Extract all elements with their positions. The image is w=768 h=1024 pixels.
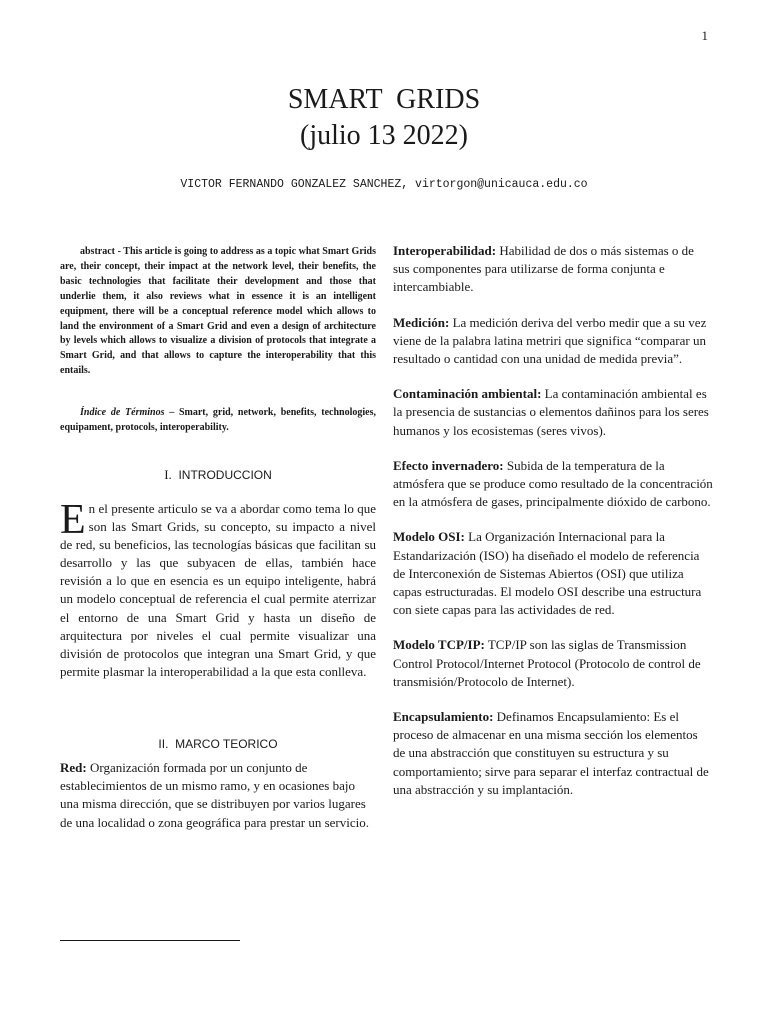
definition-modelo-tcp-ip — [393, 636, 713, 691]
author-line: VICTOR FERNANDO GONZALEZ SANCHEZ, virtorgon@unicauca.edu.co — [180, 178, 588, 191]
definition-term: Contaminación ambiental: — [393, 386, 542, 402]
definition-text: Subida de la temperatura de la atmósfera que se produce como resultado de la concentración en la atmósfera de gases, principalmente dióxido de carbono. — [393, 457, 713, 510]
left-column — [60, 245, 376, 849]
definition-text: La medición deriva del verbo medir que a su vez viene de la palabra latina metriri que significa “comparar un resultado o cantidad con una unidad de medida previa”. — [393, 314, 707, 367]
definition-term: Red: — [60, 759, 87, 775]
index-terms-text: – Smart, grid, network, benefits, technologies, equipament, protocols, interoperability. — [60, 407, 376, 434]
introduction-paragraph — [60, 496, 376, 681]
right-column — [393, 242, 713, 816]
section-heading-marco-teorico — [60, 737, 376, 751]
definition-term: Medición: — [393, 314, 450, 330]
title-line-2: (julio 13 2022) — [300, 120, 468, 151]
definition-text: Organización formada por un conjunto de establecimientos de un mismo ramo, y en ocasiones bajo una misma dirección, que se distribuyen por varios lugares de una localidad o zona geográfica para prestar un servicio. — [60, 759, 369, 830]
paper-title — [0, 82, 768, 154]
drop-cap: E — [60, 496, 86, 543]
definition-text: La contaminación ambiental es la presencia de sustancias o elementos dañinos para los seres humanos y los ecosistemas (seres vivos). — [393, 386, 709, 438]
definition-text: Definamos Encapsulamiento: Es el proceso de almacenar en una misma sección los elementos de una abstracción que constituyen su estructura y su comportamiento; sirve para separar el interfaz contractual de una abstracción y su implantación. — [393, 709, 709, 797]
definition-modelo-osi — [393, 528, 713, 619]
definition-text: TCP/IP son las siglas de Transmission Control Protocol/Internet Protocol (Protocolo de control de transmisión/Protocolo de Internet). — [393, 637, 701, 689]
abstract: abstract - This article is going to address as a topic what Smart Grids are, their concept, their impact at the network level, their benefits, the basic technologies that facilitate their development and those that underlie them, it also reviews what in essence it is an intelligent equipment, there will be a conceptual reference model which allows to land the environment of a Smart Grid and even a design of architecture by levels which allows to visualize a division of protocols that integrate a Smart Grid, and that allows to capture the interoperability that this entails. — [60, 246, 376, 377]
definition-term: Encapsulamiento: — [393, 709, 494, 725]
definition-encapsulamiento — [393, 708, 713, 799]
footnote-rule — [60, 940, 240, 941]
section-number: I. — [164, 466, 172, 482]
introduction-text: n el presente articulo se va a abordar como tema lo que son las Smart Grids, su concepto, su impacto a nivel de red, su beneficios, las tecnologías básicas que facilitan su desarrollo y las que subyacen de ellas, también hace revisión a lo que en esencia es un equipo inteligente, habrá un modelo conceptual de referencia el cual permite aterrizar el entorno de una Smart Grid y hasta un diseño de arquitectura por niveles el cual permite visualizar una división de protocolos que integran una Smart Grid, y que permite plasmar la interoperabilidad a la que esta conlleva. — [60, 500, 376, 679]
definition-efecto-invernadero — [393, 457, 713, 512]
definition-red — [60, 759, 376, 832]
definition-term: Modelo OSI: — [393, 529, 465, 545]
definition-contaminacion-ambiental — [393, 385, 713, 440]
index-terms-label: Índice de Términos — [80, 407, 165, 419]
definition-term: Interoperabilidad: — [393, 243, 497, 258]
section-title: INTRODUCCION — [178, 467, 272, 482]
index-terms — [60, 406, 376, 436]
definition-interoperabilidad — [393, 242, 713, 297]
definition-term: Modelo TCP/IP: — [393, 637, 485, 653]
definition-term: Efecto invernadero: — [393, 457, 504, 473]
section-title: MARCO TEORICO — [175, 736, 278, 751]
section-heading-introduccion — [60, 467, 376, 483]
page-number: 1 — [701, 28, 708, 43]
section-number: II. — [158, 736, 169, 751]
definition-text: Habilidad de dos o más sistemas o de sus componentes para utilizarse de forma conjunta e intercambiable. — [393, 243, 694, 295]
definition-medicion — [393, 314, 713, 369]
title-line-1: SMART GRIDS — [287, 84, 481, 115]
definition-text: La Organización Internacional para la Estandarización (ISO) ha diseñado el modelo de referencia de Interconexión de Sistemas Abiertos (OSI) que utiliza capas estructuradas. El modelo OSI describe una estructura con siete capas para las actividades de red. — [393, 529, 702, 618]
